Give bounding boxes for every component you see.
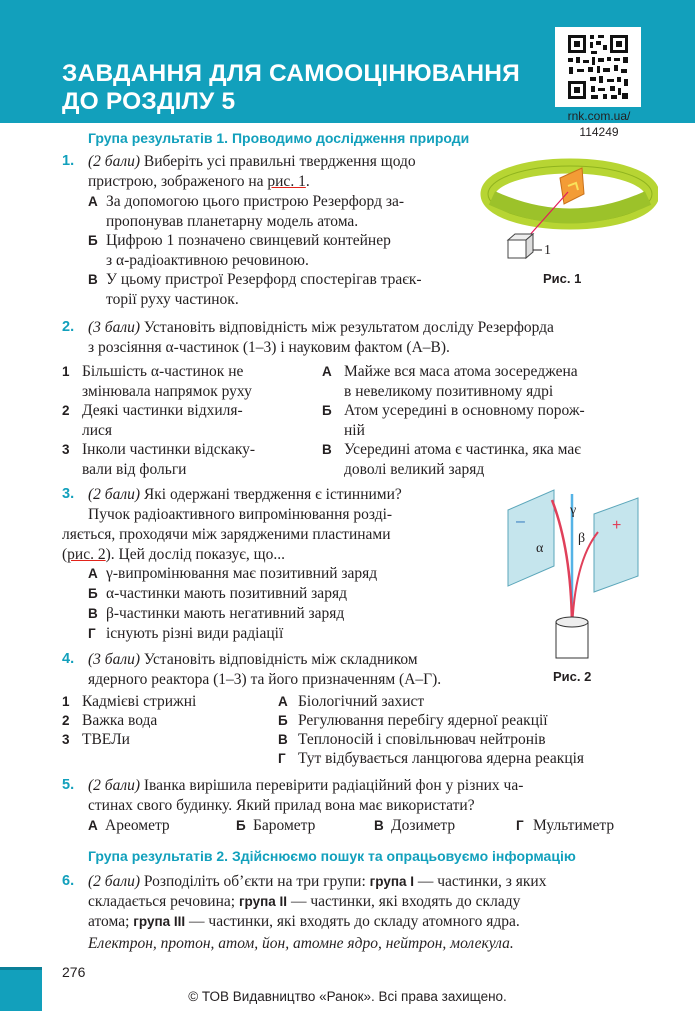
points-label: (3 бали) [88, 651, 141, 668]
points-label: (2 бали) [88, 153, 141, 170]
q4-line-1 [88, 650, 418, 670]
figure-ref-link[interactable]: рис. 1 [267, 173, 306, 190]
option-letter: А [88, 818, 98, 833]
option-text: Цифрою 1 позначено свинцевий контейнер [106, 232, 391, 249]
group-label: група III [133, 914, 186, 929]
option-text: За допомогою цього пристрою Резерфорд за- [106, 193, 404, 210]
match-number: 3 [62, 732, 70, 747]
option-letter: В [88, 606, 98, 621]
option-letter: А [88, 194, 98, 209]
title-line-2: ДО РОЗДІЛУ 5 [62, 88, 236, 115]
option-text: торії руху частинок. [106, 291, 239, 308]
match-letter: В [322, 442, 332, 457]
q3-text: ( [62, 546, 68, 563]
option-text: пропонував планетарну модель атома. [106, 213, 359, 230]
option-letter: Б [236, 818, 246, 833]
match-text: Біологічний захист [298, 693, 425, 710]
group-label: група II [238, 894, 288, 909]
match-text: Атом усередині в основному порож- [344, 402, 585, 419]
points-label: (3 бали) [88, 319, 141, 336]
option-letter: Г [516, 818, 524, 833]
figure-ref-link[interactable]: рис. 2 [67, 546, 106, 563]
q5-line-1 [88, 776, 523, 796]
option-text: Дозиметр [391, 817, 456, 834]
match-text: Важка вода [82, 712, 158, 729]
match-number: 3 [62, 442, 70, 457]
option-letter: В [88, 272, 98, 287]
q3-line-2: Пучок радіоактивного випромінювання розді- [88, 506, 393, 523]
question-number: 1. [62, 153, 75, 169]
qr-link[interactable] [553, 108, 645, 140]
match-text: Тут відбувається ланцюгова ядерна реакція [298, 750, 585, 767]
figure-2-radiation-deflection [502, 482, 652, 662]
q1-line-2 [88, 172, 310, 192]
points-label: (2 бали) [88, 873, 141, 890]
q6-line-1 [88, 872, 546, 892]
page-number: 276 [62, 964, 86, 980]
match-letter: Б [322, 403, 332, 418]
q4-text: Установіть відповідність між складником [140, 651, 418, 668]
option-letter: Б [88, 233, 98, 248]
title-line-1: ЗАВДАННЯ ДЛЯ САМООЦІНЮВАННЯ [62, 60, 520, 87]
alpha-label: α [536, 541, 544, 556]
minus-sign: – [516, 513, 525, 530]
q2-text: Установіть відповідність між результатом досліду Резерфорда [140, 319, 554, 336]
option-letter: Б [88, 586, 98, 601]
match-text: Усередині атома є частинка, яка має [344, 441, 581, 458]
q6-line-2 [88, 892, 520, 912]
match-letter: Г [278, 751, 286, 766]
q5-line-2: стинах свого будинку. Який прилад вона має використати? [88, 797, 475, 814]
q6-text: атома; [88, 913, 134, 930]
qr-link-line-2: 114249 [579, 125, 619, 139]
question-number: 2. [62, 319, 75, 335]
option-text: Барометр [253, 817, 316, 834]
page-bar-accent [0, 967, 42, 970]
figure-1-label: 1 [544, 243, 551, 258]
q6-text: — частинки, які входять до складу атомного ядра. [185, 913, 520, 930]
match-text: ній [344, 422, 365, 439]
q6-text: — частинки, з яких [414, 873, 547, 890]
q6-text: Розподіліть об’єкти на три групи: [140, 873, 370, 890]
q1-line-1 [88, 152, 416, 172]
q1-text: Виберіть усі правильні твердження щодо [140, 153, 416, 170]
option-text: α-частинки мають позитивний заряд [106, 585, 347, 602]
q3-line-1 [88, 485, 402, 505]
qr-code-icon [555, 27, 641, 107]
match-number: 2 [62, 713, 70, 728]
option-letter: Г [88, 626, 96, 641]
group-heading-2: Група результатів 2. Здійснюємо пошук та опрацьовуємо інформацію [88, 848, 576, 864]
group-heading-1: Група результатів 1. Проводимо дослідження природи [88, 130, 470, 146]
option-text: У цьому пристрої Резерфорд спостерігав траєк- [106, 271, 422, 288]
q6-line-3 [88, 912, 520, 932]
option-text: γ-випромінювання має позитивний заряд [106, 565, 378, 582]
match-text: Інколи частинки відскаку- [82, 441, 256, 458]
match-number: 1 [62, 364, 70, 379]
points-label: (2 бали) [88, 777, 141, 794]
points-label: (2 бали) [88, 486, 141, 503]
option-text: β-частинки мають негативний заряд [106, 605, 345, 622]
option-text: Мультиметр [533, 817, 615, 834]
match-text: Теплоносій і сповільнювач нейтронів [298, 731, 546, 748]
match-text: Майже вся маса атома зосереджена [344, 363, 578, 380]
match-text: ТВЕЛи [82, 731, 130, 748]
match-text: змінювала напрямок руху [82, 383, 252, 400]
beta-label: β [578, 531, 586, 546]
q5-text: Іванка вирішила перевірити радіаційний фон у різних ча- [140, 777, 524, 794]
plus-sign: + [612, 517, 622, 534]
match-number: 2 [62, 403, 70, 418]
question-number: 6. [62, 873, 75, 889]
match-text: лися [82, 422, 113, 439]
q1-text: . [305, 173, 310, 190]
match-text: в невеликому позитивному ядрі [344, 383, 554, 400]
match-letter: Б [278, 713, 288, 728]
q4-line-2: ядерного реактора (1–3) та його призначенням (А–Г). [88, 671, 442, 688]
qr-code[interactable] [555, 27, 641, 107]
q3-line-4 [62, 545, 285, 565]
match-text: вали від фольги [82, 461, 187, 478]
figure-1-caption: Рис. 1 [543, 271, 582, 286]
match-text: Більшість α-частинок не [82, 363, 244, 380]
match-number: 1 [62, 694, 70, 709]
question-number: 4. [62, 651, 75, 667]
option-letter: В [374, 818, 384, 833]
q6-text: — частинки, які входять до складу [287, 893, 521, 910]
q3-text: Які одержані твердження є істинними? [140, 486, 402, 503]
match-text: Регулювання перебігу ядерної реакції [298, 712, 548, 729]
figure-1-rutherford-apparatus [478, 150, 658, 275]
match-text: доволі великий заряд [344, 461, 485, 478]
option-text: з α-радіоактивною речовиною. [106, 252, 309, 269]
q1-text: пристрою, зображеного на [88, 173, 268, 190]
match-text: Деякі частинки відхиля- [82, 402, 243, 419]
match-letter: А [278, 694, 288, 709]
option-text: Ареометр [105, 817, 170, 834]
group-label: група I [369, 874, 414, 889]
question-number: 3. [62, 486, 75, 502]
q2-line-2: з розсіяння α-частинок (1–3) і науковим фактом (А–В). [88, 339, 450, 356]
match-letter: А [322, 364, 332, 379]
match-letter: В [278, 732, 288, 747]
copyright-notice: © ТОВ Видавництво «Ранок». Всі права захищено. [188, 989, 507, 1004]
q2-line-1 [88, 318, 554, 338]
gamma-label: γ [570, 503, 577, 518]
qr-link-line-1: rnk.com.ua/ [567, 109, 631, 123]
q6-text: складається речовина; [88, 893, 239, 910]
q3-text: ). Цей дослід показує, що... [105, 546, 285, 563]
match-text: Кадмієві стрижні [82, 693, 197, 710]
q6-objects-list: Електрон, протон, атом, йон, атомне ядро, нейтрон, молекула. [88, 935, 514, 952]
option-text: існують різні види радіації [106, 625, 284, 642]
q3-line-3: ляється, проходячи між зарядженими пластинами [62, 526, 391, 543]
question-number: 5. [62, 777, 75, 793]
page-title [62, 60, 520, 116]
figure-2-caption: Рис. 2 [553, 669, 592, 684]
option-letter: А [88, 566, 98, 581]
